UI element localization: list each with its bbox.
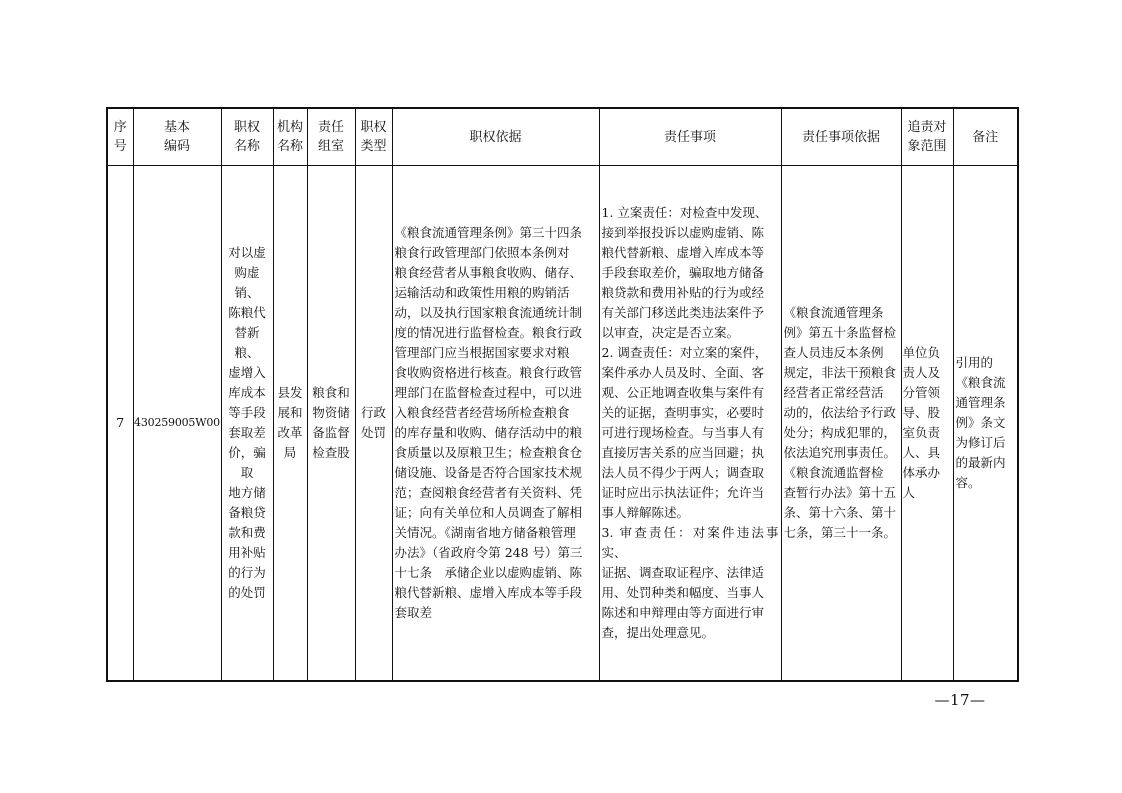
page-number: —17— — [934, 691, 986, 709]
header-index: 序 号 — [107, 108, 133, 166]
responsibility-table-container — [106, 107, 1017, 682]
cell-agency-name: 县发 展和 改革 局 — [273, 166, 307, 682]
responsibility-table — [106, 107, 1019, 682]
header-agency-name: 机构 名称 — [273, 108, 307, 166]
header-power-basis: 职权依据 — [392, 108, 599, 166]
cell-index: 7 — [107, 166, 133, 682]
cell-accountable-scope: 单位负 责人及 分管领 导、股 室负责 人、具 体承办 人 — [901, 166, 953, 682]
cell-responsible-office: 粮食和 物资储 备监督 检查股 — [307, 166, 355, 682]
cell-power-type: 行政 处罚 — [355, 166, 392, 682]
header-power-name: 职权 名称 — [221, 108, 273, 166]
header-duties: 责任事项 — [599, 108, 781, 166]
cell-power-name: 对以虚 购虚销、 陈粮代 替新粮、 虚增入 库成本 等手段 套取差 价，骗取 地方储 备粮贷 款和费 用补贴 的行为 的处罚 — [221, 166, 273, 682]
header-remarks: 备注 — [953, 108, 1018, 166]
header-duties-basis: 责任事项依据 — [781, 108, 901, 166]
cell-remarks: 引用的 《粮食流 通管理条 例》条文 为修订后 的最新内 容。 — [953, 166, 1018, 682]
table-row — [107, 166, 1018, 682]
header-responsible-office: 责任 组室 — [307, 108, 355, 166]
cell-duties-basis: 《粮食流通管理条 例》第五十条监督检 查人员违反本条例 规定，非法干预粮食 经营者正常经营活 动的，依法给予行政 处分；构成犯罪的， 依法追究刑事责任。 《粮食流通监督检 查暂行办法》第十五 条、第十六条、第十 七条，第三十一条。 — [781, 166, 901, 682]
header-accountable-scope: 追责对 象范围 — [901, 108, 953, 166]
cell-basic-code: 430259005W00 — [133, 166, 221, 682]
header-power-type: 职权 类型 — [355, 108, 392, 166]
cell-duties: 1. 立案责任：对检查中发现、 接到举报投诉以虚购虚销、陈 粮代替新粮、虚增入库成本等 手段套取差价，骗取地方储备 粮贷款和费用补贴的行为或经 有关部门移送此类违法案件予 以审查，决定是否立案。 2. 调查责任：对立案的案件， 案件承办人员及时、全面、客 观、公正地调查收集与案件有 关的证据，查明事实，必要时 可进行现场检查。与当事人有 直接厉害关系的应当回避；执 法人员不得少于两人；调查取 证时应出示执法证件；允许当 事人辩解陈述。 3. 审查责任：对案件违法事实、 证据、调查取证程序、法律适 用、处罚种类和幅度、当事人 陈述和申辩理由等方面进行审 查，提出处理意见。 — [599, 166, 781, 682]
cell-power-basis: 《粮食流通管理条例》第三十四条 粮食行政管理部门依照本条例对 粮食经营者从事粮食收购、储存、 运输活动和政策性用粮的购销活 动，以及执行国家粮食流通统计制 度的情况进行监督检查。粮食行政 管理部门应当根据国家要求对粮 食收购资格进行核查。粮食行政管 理部门在监督检查过程中，可以进 入粮食经营者经营场所检查粮食 的库存量和收购、储存活动中的粮 食质量以及原粮卫生；检查粮食仓 储设施、设备是否符合国家技术规 范；查阅粮食经营者有关资料、凭 证；向有关单位和人员调查了解相 关情况。《湖南省地方储备粮管理 办法》（省政府令第 248 号）第三 十七条 承储企业以虚购虚销、陈 粮代替新粮、虚增入库成本等手段 套取差 — [392, 166, 599, 682]
header-basic-code: 基本 编码 — [133, 108, 221, 166]
table-header-row — [107, 108, 1018, 166]
